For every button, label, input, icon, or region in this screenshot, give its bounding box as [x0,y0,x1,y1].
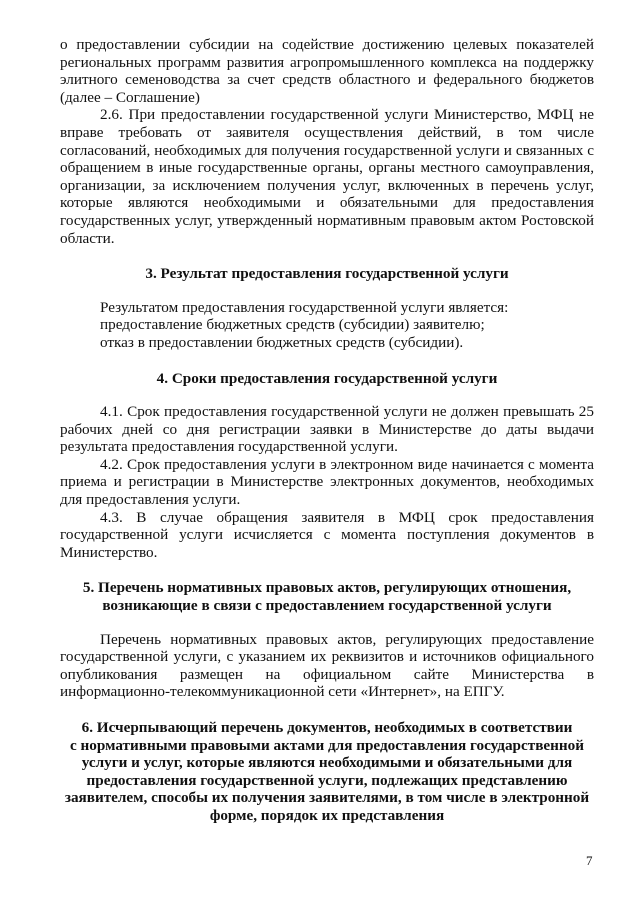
section-5-title [60,579,594,614]
paragraph-2-6: 2.6. При предоставлении государственной услуги Министерство, МФЦ не вправе требовать от заявителя осуществления действий, в том числе согласований, необходимых для получения государственной услуги и связанных с обращением в иные государственные органы, органы местного самоуправления, организации, за исключением получения услуг, включенных в перечень услуг, которые являются необходимыми и обязательными для предоставления государственных услуг, утвержденный нормативным правовым актом Ростовской области. [60,106,594,247]
result-intro: Результатом предоставления государственной услуги является: [100,298,509,316]
section-5-title-line: 5. Перечень нормативных правовых актов, регулирующих отношения, [82,579,572,597]
section-6-title-line: предоставления государственной услуги, подлежащих представлению [86,771,568,789]
paragraph-4-2: 4.2. Срок предоставления услуги в электронном виде начинается с момента приема и регистрации в Министерстве электронных документов, необходимых для предоставления услуги. [60,455,594,509]
paragraph-4-1: 4.1. Срок предоставления государственной услуги не должен превышать 25 рабочих дней со дня регистрации заявки в Министерстве до даты выдачи результата предоставления государственной услуги. [60,403,594,456]
section-6-title-line: заявителем, способы их получения заявителями, в том числе в электронной [64,789,590,807]
section-6-title-line: форме, порядок их представления [209,806,445,824]
paragraph-agreement: о предоставлении субсидии на содействие достижению целевых показателей региональных программ развития агропромышленного комплекса на поддержку элитного семеноводства за счет средств областного и федерального бюджетов (далее – Соглашение) [60,36,594,106]
section-6-title [60,719,594,825]
section-6-title-line: с нормативными правовыми актами для предоставления государственной [70,736,584,754]
paragraph-4-3: 4.3. В случае обращения заявителя в МФЦ срок предоставления государственной услуги исчисляется с момента поступления документов в Министерство. [60,508,594,561]
section-6-title-line: услуги и услуг, которые являются необходимыми и обязательными для [81,754,573,772]
page-number: 7 [586,853,593,868]
paragraph-5: Перечень нормативных правовых актов, регулирующих предоставление государственной услуги, с указанием их реквизитов и источников официального опубликования размещен на официальном сайте Министерства в информационно-телекоммуникационной сети «Интернет», на ЕПГУ. [60,630,594,701]
section-4-title: 4. Сроки предоставления государственной услуги [156,369,498,387]
section-6-title-line: 6. Исчерпывающий перечень документов, необходимых в соответствии [81,719,573,736]
section-3-title: 3. Результат предоставления государственной услуги [145,265,509,283]
result-item-grant: предоставление бюджетных средств (субсидии) заявителю; [100,316,485,334]
section-5-title-line: возникающие в связи с предоставлением государственной услуги [102,597,552,615]
document-page [60,36,594,825]
result-item-refusal: отказ в предоставлении бюджетных средств (субсидии). [100,333,464,351]
